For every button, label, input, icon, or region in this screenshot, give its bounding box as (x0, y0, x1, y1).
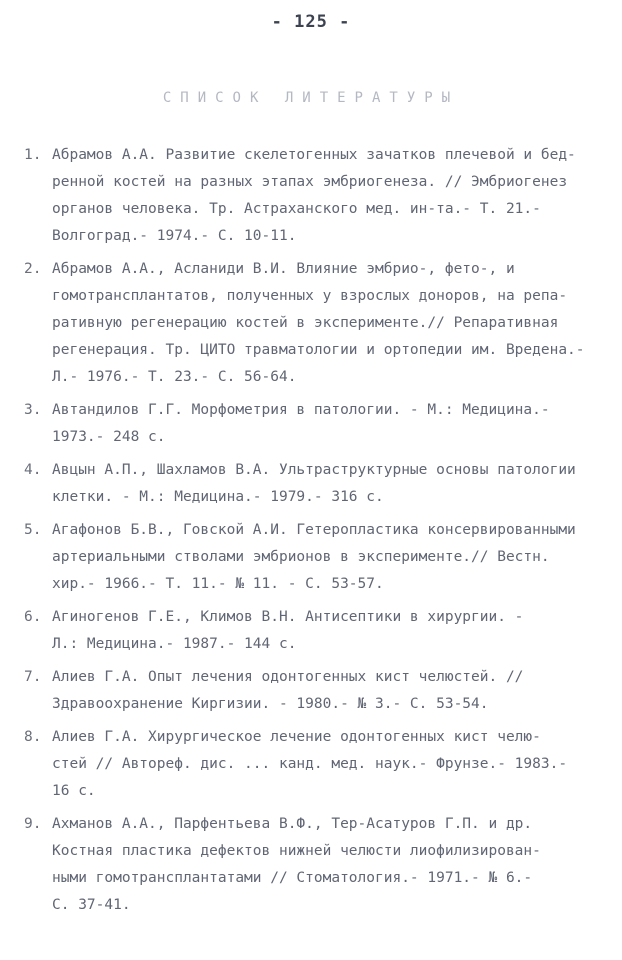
reference-text: Алиев Г.А. Хирургическое лечение одонтогенных кист челю- стей // Автореф. дис. ... канд. мед. наук.- Фрунзе.- 1983.- 16 с. (52, 729, 568, 799)
reference-number: 2. (24, 261, 42, 277)
reference-number: 6. (24, 609, 42, 625)
reference-item-4 (24, 457, 608, 511)
reference-text: Абрамов А.А., Асланиди В.И. Влияние эмбрио-, фето-, и гомотрансплантатов, полученных у взрослых доноров, на репа- ративную регенерацию костей в эксперименте.// Репаративная регенерация. Тр. ЦИТО травматологии и ортопедии им. Вредена.- Л.- 1976.- Т. 23.- С. 56-64. (52, 261, 585, 385)
reference-item-9 (24, 811, 608, 919)
reference-number: 1. (24, 147, 42, 163)
page-number: - 125 - (271, 12, 351, 32)
reference-text: Авцын А.П., Шахламов В.А. Ультраструктурные основы патологии клетки. - М.: Медицина.- 1979.- 316 с. (52, 462, 576, 505)
reference-item-5 (24, 517, 608, 598)
reference-item-2 (24, 256, 608, 391)
reference-number: 7. (24, 669, 42, 685)
reference-text: Абрамов А.А. Развитие скелетогенных зачатков плечевой и бед- ренной костей на разных этапах эмбриогенеза. // Эмбриогенез органов человека. Тр. Астраханского мед. ин-та.- Т. 21.- Волгоград.- 1974.- С. 10-11. (52, 147, 576, 244)
reference-text: Ахманов А.А., Парфентьева В.Ф., Тер-Асатуров Г.П. и др. Костная пластика дефектов нижней челюсти лиофилизирован- ными гомотрансплантатами // Стоматология.- 1971.- № 6.- С. 37-41. (52, 816, 541, 913)
reference-item-1 (24, 142, 608, 250)
reference-number: 8. (24, 729, 42, 745)
reference-item-8 (24, 724, 608, 805)
reference-text: Алиев Г.А. Опыт лечения одонтогенных кист челюстей. // Здравоохранение Киргизии. - 1980.- № 3.- С. 53-54. (52, 669, 524, 712)
reference-number: 9. (24, 816, 42, 832)
reference-text: Агиногенов Г.Е., Климов В.Н. Антисептики в хирургии. - Л.: Медицина.- 1987.- 144 с. (52, 609, 524, 652)
reference-item-3 (24, 397, 608, 451)
reference-text: Автандилов Г.Г. Морфометрия в патологии. - М.: Медицина.- 1973.- 248 с. (52, 402, 550, 445)
reference-text: Агафонов Б.В., Говской А.И. Гетеропластика консервированными артериальными стволами эмбрионов в эксперименте.// Вестн. хир.- 1966.- Т. 11.- № 11. - С. 53-57. (52, 522, 576, 592)
section-heading: СПИСОК ЛИТЕРАТУРЫ (162, 90, 460, 106)
reference-number: 5. (24, 522, 42, 538)
reference-number: 4. (24, 462, 42, 478)
reference-number: 3. (24, 402, 42, 418)
reference-item-7 (24, 664, 608, 718)
reference-item-6 (24, 604, 608, 658)
reference-list (24, 142, 608, 925)
